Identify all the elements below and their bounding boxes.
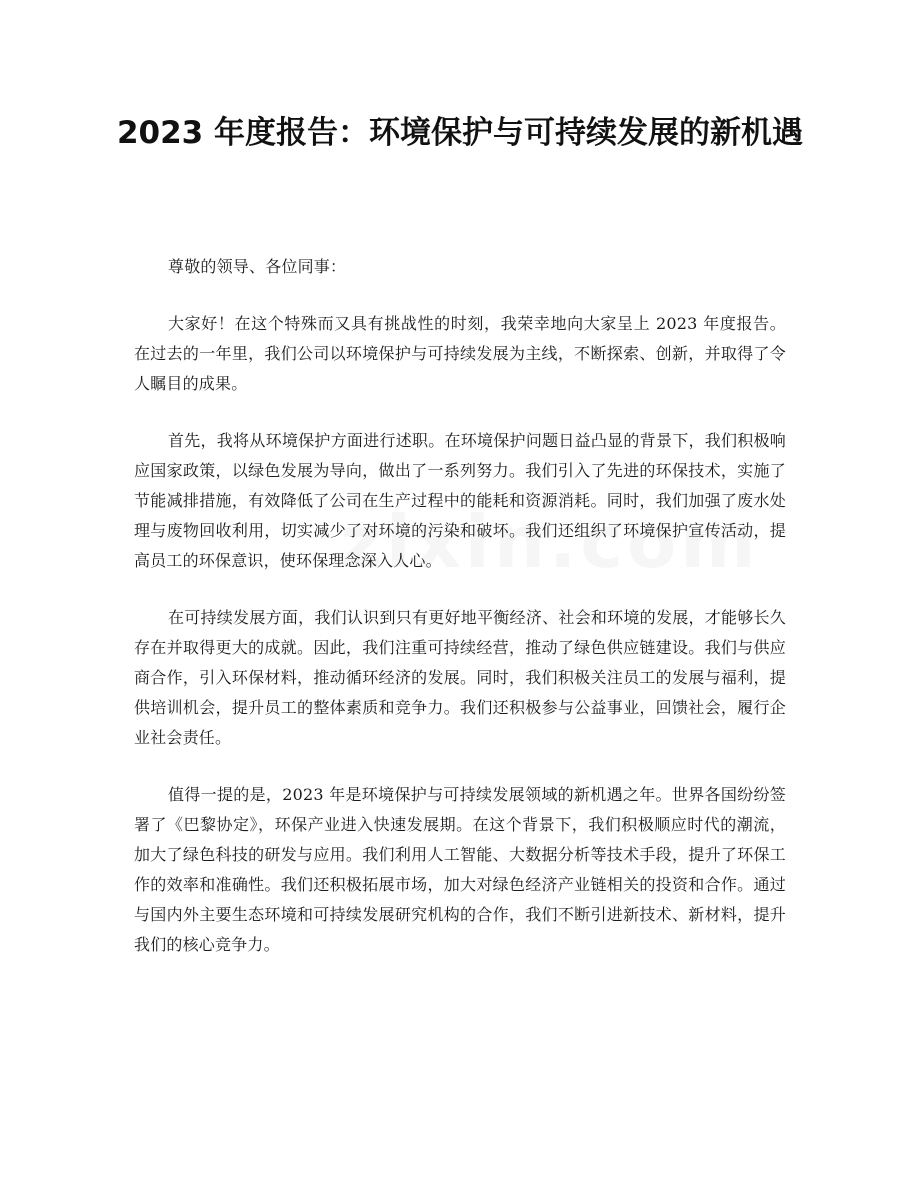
document-body <box>134 252 786 987</box>
environment-paragraph: 首先，我将从环境保护方面进行述职。在环境保护问题日益凸显的背景下，我们积极响应国家政策，以绿色发展为导向，做出了一系列努力。我们引入了先进的环保技术，实施了节能减排措施，有效降低了公司在生产过程中的能耗和资源消耗。同时，我们加强了废水处理与废物回收利用，切实减少了对环境的污染和破坏。我们还组织了环境保护宣传活动，提高员工的环保意识，使环保理念深入人心。 <box>134 431 786 570</box>
greeting-paragraph: 尊敬的领导、各位同事： <box>168 257 347 276</box>
intro-paragraph: 大家好！在这个特殊而又具有挑战性的时刻，我荣幸地向大家呈上 2023 年度报告。在过去的一年里，我们公司以环境保护与可持续发展为主线，不断探索、创新，并取得了令人瞩目的成果。 <box>134 314 786 393</box>
document-title: 2023 年度报告：环境保护与可持续发展的新机遇 <box>116 115 804 151</box>
opportunity-paragraph: 值得一提的是，2023 年是环境保护与可持续发展领域的新机遇之年。世界各国纷纷签署了《巴黎协定》，环保产业进入快速发展期。在这个背景下，我们积极顺应时代的潮流，加大了绿色科技的研发与应用。我们利用人工智能、大数据分析等技术手段，提升了环保工作的效率和准确性。我们还积极拓展市场，加大对绿色经济产业链相关的投资和合作。通过与国内外主要生态环境和可持续发展研究机构的合作，我们不断引进新技术、新材料，提升我们的核心竞争力。 <box>134 785 786 954</box>
sustainability-paragraph: 在可持续发展方面，我们认识到只有更好地平衡经济、社会和环境的发展，才能够长久存在并取得更大的成就。因此，我们注重可持续经营，推动了绿色供应链建设。我们与供应商合作，引入环保材料，推动循环经济的发展。同时，我们积极关注员工的发展与福利，提供培训机会，提升员工的整体素质和竞争力。我们还积极参与公益事业，回馈社会，履行企业社会责任。 <box>134 608 786 747</box>
